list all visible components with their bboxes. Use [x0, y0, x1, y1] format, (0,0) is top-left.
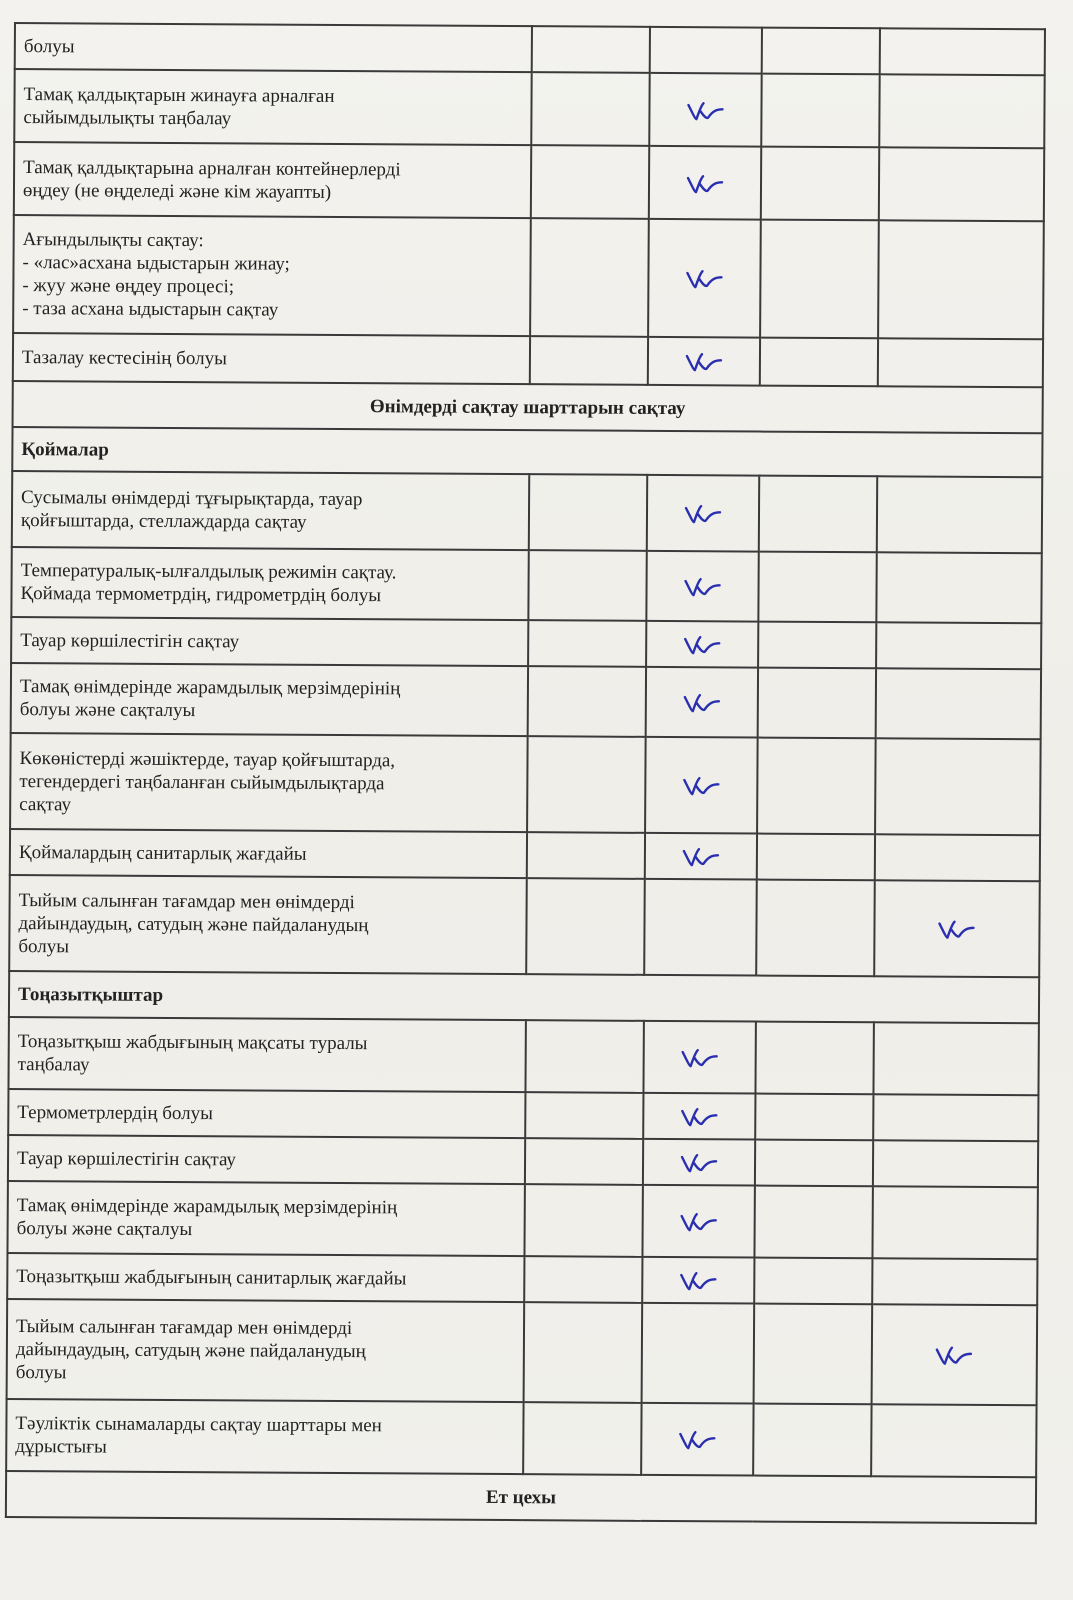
- checklist-row: [12, 471, 1042, 553]
- criterion-text-line: - жуу және өңдеу процесі;: [22, 275, 235, 298]
- criterion-text-line: - «лас»асхана ыдыстарын жинау;: [22, 252, 290, 275]
- criterion-cell: [15, 23, 532, 72]
- handwritten-check-mark: [676, 1042, 722, 1072]
- mark-cell-col-1[interactable]: [524, 1256, 642, 1303]
- mark-cell-col-1[interactable]: [528, 666, 646, 737]
- criterion-text-line: - таза асхана ыдыстарын сақтау: [22, 298, 279, 321]
- mark-cell-col-2[interactable]: [643, 1093, 755, 1140]
- criterion-text-line: болуы және сақталуы: [19, 699, 196, 722]
- mark-cell-col-1[interactable]: [527, 832, 645, 879]
- handwritten-check-mark: [678, 841, 724, 871]
- mark-cell-col-2[interactable]: [648, 337, 760, 386]
- criterion-cell: [13, 333, 530, 384]
- handwritten-check-icon: [680, 498, 726, 528]
- mark-cell-col-3[interactable]: [757, 738, 875, 835]
- handwritten-check-icon: [676, 1042, 722, 1072]
- criterion-text-line: Тауар көршілестігін сақтау: [16, 1147, 237, 1170]
- mark-cell-col-2[interactable]: [644, 879, 756, 976]
- handwritten-check-icon: [934, 914, 980, 944]
- mark-cell-col-1[interactable]: [529, 474, 647, 551]
- mark-cell-col-3[interactable]: [755, 1094, 873, 1141]
- mark-cell-col-4[interactable]: [878, 147, 1044, 221]
- criterion-text-line: Тоңазытқыш жабдығының мақсаты туралы: [17, 1031, 368, 1055]
- mark-cell-col-4[interactable]: [871, 1304, 1037, 1405]
- mark-cell-col-2[interactable]: [645, 833, 757, 880]
- handwritten-check-icon: [674, 1424, 720, 1454]
- criterion-text-line: дұрыстығы: [15, 1436, 107, 1458]
- checklist-row: [10, 829, 1040, 881]
- section-header-row: [13, 381, 1043, 433]
- mark-cell-col-1[interactable]: [523, 1402, 641, 1475]
- criterion-text-line: Тыйым салынған тағамдар мен өнімдерді: [18, 889, 355, 913]
- mark-cell-col-3[interactable]: [760, 147, 878, 221]
- criterion-text-line: Тамақ қалдықтарын жинауға арналған: [23, 83, 335, 107]
- mark-cell-col-3[interactable]: [756, 880, 874, 977]
- handwritten-check-icon: [682, 168, 728, 198]
- criterion-cell: [7, 1181, 524, 1256]
- mark-cell-col-3[interactable]: [753, 1304, 871, 1405]
- subsection-header-row: [12, 427, 1042, 477]
- handwritten-check-icon: [681, 263, 727, 293]
- criterion-cell: [8, 1135, 525, 1184]
- criterion-cell: [11, 663, 528, 736]
- criterion-cell: [12, 471, 530, 550]
- criterion-text-line: Қоймалардың санитарлық жағдайы: [18, 841, 307, 865]
- criterion-cell: [7, 1253, 524, 1302]
- criterion-text-line: Тауар көршілестігін сақтау: [20, 629, 240, 652]
- mark-cell-col-2[interactable]: [643, 1021, 755, 1094]
- mark-cell-col-4[interactable]: [879, 28, 1045, 75]
- handwritten-check-mark: [678, 770, 724, 800]
- criterion-text-line: сақтау: [19, 793, 72, 815]
- handwritten-check-icon: [679, 687, 725, 717]
- mark-cell-col-1[interactable]: [525, 1184, 643, 1257]
- mark-cell-col-2[interactable]: [643, 1139, 755, 1186]
- mark-cell-col-3[interactable]: [758, 476, 876, 553]
- mark-cell-col-1[interactable]: [525, 1138, 643, 1185]
- mark-cell-col-3[interactable]: [755, 1140, 873, 1187]
- criterion-cell: [8, 1089, 525, 1138]
- mark-cell-col-1[interactable]: [528, 620, 646, 667]
- criterion-cell: [6, 1399, 523, 1474]
- checklist-row: [13, 333, 1043, 387]
- mark-cell-col-3[interactable]: [754, 1258, 872, 1305]
- mark-cell-col-3[interactable]: [754, 1186, 872, 1259]
- title-text: Тоңазытқыштар: [17, 983, 164, 1006]
- mark-cell-col-2[interactable]: [646, 551, 758, 622]
- mark-cell-col-3[interactable]: [761, 28, 879, 75]
- checklist-row: [7, 1181, 1037, 1259]
- mark-cell-col-4[interactable]: [874, 880, 1040, 977]
- checklist-row: [10, 733, 1041, 835]
- title-text: Өнімдерді сақтау шарттарын сақтау: [369, 395, 686, 419]
- handwritten-check-mark: [675, 1206, 721, 1236]
- criterion-text-line: болуы: [18, 935, 70, 957]
- handwritten-check-mark: [931, 1340, 977, 1370]
- mark-cell-col-1[interactable]: [531, 72, 649, 146]
- criterion-cell: [11, 617, 528, 666]
- mark-cell-col-4[interactable]: [872, 1140, 1038, 1187]
- handwritten-check-mark: [934, 914, 980, 944]
- mark-cell-col-4[interactable]: [876, 552, 1042, 623]
- handwritten-check-icon: [675, 1265, 721, 1295]
- checklist-row: [6, 1399, 1036, 1477]
- handwritten-check-mark: [680, 498, 726, 528]
- criterion-text-line: Тамақ қалдықтарына арналған контейнерлерді: [23, 156, 401, 180]
- mark-cell-col-3[interactable]: [757, 668, 875, 739]
- handwritten-check-mark: [679, 687, 725, 717]
- criterion-text-line: Сусымалы өнімдерді тұғырықтарда, тауар: [21, 487, 363, 511]
- criterion-text-line: Тамақ өнімдерінде жарамдылық мерзімдерінің: [16, 1195, 398, 1219]
- criterion-text-line: Термометрлердің болуы: [17, 1101, 214, 1124]
- mark-cell-col-1[interactable]: [526, 1020, 644, 1093]
- criterion-cell: [10, 829, 527, 878]
- handwritten-check-icon: [678, 770, 724, 800]
- checklist-row: [8, 1017, 1038, 1095]
- checklist-row: [14, 69, 1044, 148]
- checklist-row: [13, 215, 1044, 339]
- mark-cell-col-2[interactable]: [646, 667, 758, 738]
- criterion-cell: [14, 142, 531, 218]
- criterion-text-line: таңбалау: [17, 1054, 90, 1076]
- mark-cell-col-3[interactable]: [753, 1404, 871, 1477]
- mark-cell-col-4[interactable]: [878, 220, 1044, 339]
- mark-cell-col-1[interactable]: [526, 878, 644, 975]
- criterion-text-line: өңдеу (не өңделеді және кім жауапты): [22, 179, 332, 203]
- criterion-cell: [8, 1017, 525, 1092]
- mark-cell-col-1[interactable]: [530, 336, 648, 385]
- handwritten-check-icon: [676, 1147, 722, 1177]
- handwritten-check-mark: [681, 346, 727, 376]
- mark-cell-col-4[interactable]: [879, 74, 1045, 148]
- subsection-header-row: [9, 971, 1039, 1023]
- mark-cell-col-1[interactable]: [532, 26, 650, 73]
- mark-cell-col-2[interactable]: [645, 737, 757, 834]
- handwritten-check-mark: [679, 629, 725, 659]
- mark-cell-col-4[interactable]: [872, 1186, 1038, 1259]
- criterion-text-line: Қоймада термометрдің, гидрометрдің болуы: [20, 583, 382, 607]
- mark-cell-col-1[interactable]: [528, 550, 646, 621]
- mark-cell-col-3[interactable]: [758, 622, 876, 669]
- title-text: Ет цехы: [485, 1486, 557, 1508]
- mark-cell-col-1[interactable]: [531, 145, 649, 219]
- mark-cell-col-2[interactable]: [642, 1185, 754, 1258]
- criterion-cell: [9, 875, 527, 974]
- mark-cell-col-3[interactable]: [755, 1022, 873, 1095]
- handwritten-check-mark: [674, 1424, 720, 1454]
- checklist-row: [14, 142, 1044, 221]
- checklist-row: [9, 875, 1040, 977]
- checklist-row: [11, 547, 1041, 623]
- checklist-row: [11, 663, 1041, 739]
- checklist-row: [7, 1253, 1037, 1305]
- criterion-text-line: Ағындылықты сақтау:: [22, 229, 204, 252]
- inspection-checklist-table: [5, 22, 1046, 1524]
- criterion-text-line: Тыйым салынған тағамдар мен өнімдерді: [15, 1315, 353, 1339]
- mark-cell-col-4[interactable]: [876, 622, 1042, 669]
- handwritten-check-mark: [682, 95, 728, 125]
- handwritten-check-mark: [676, 1101, 722, 1131]
- handwritten-check-mark: [682, 168, 728, 198]
- mark-cell-col-4[interactable]: [877, 338, 1043, 387]
- checklist-row: [8, 1135, 1038, 1187]
- checklist-row: [7, 1299, 1038, 1405]
- handwritten-check-icon: [681, 346, 727, 376]
- mark-cell-col-4[interactable]: [874, 834, 1040, 881]
- mark-cell-col-4[interactable]: [876, 476, 1042, 553]
- criterion-text-line: болуы: [23, 35, 75, 57]
- criterion-cell: [10, 733, 528, 832]
- mark-cell-col-2[interactable]: [647, 475, 759, 552]
- criterion-text-line: дайындаудың, сатудың және пайдаланудың: [18, 912, 369, 936]
- mark-cell-col-3[interactable]: [761, 74, 879, 148]
- mark-cell-col-2[interactable]: [649, 146, 761, 220]
- subsection-title: [12, 427, 1042, 477]
- criterion-cell: [13, 215, 531, 336]
- title-text: Қоймалар: [21, 438, 109, 461]
- mark-cell-col-1[interactable]: [525, 1092, 643, 1139]
- mark-cell-col-4[interactable]: [875, 668, 1041, 739]
- mark-cell-col-1[interactable]: [527, 736, 645, 833]
- handwritten-check-icon: [682, 95, 728, 125]
- checklist-row: [8, 1089, 1038, 1141]
- mark-cell-col-2[interactable]: [649, 73, 761, 147]
- handwritten-check-mark: [681, 263, 727, 293]
- handwritten-check-icon: [679, 629, 725, 659]
- handwritten-check-icon: [675, 1206, 721, 1236]
- checklist-row: [15, 23, 1045, 75]
- mark-cell-col-4[interactable]: [873, 1022, 1039, 1095]
- mark-cell-col-2[interactable]: [646, 621, 758, 668]
- mark-cell-col-3[interactable]: [758, 552, 876, 623]
- criterion-text-line: қойғыштарда, стеллаждарда сақтау: [20, 510, 307, 533]
- criterion-text-line: болуы және сақталуы: [16, 1218, 193, 1241]
- section-title: [13, 381, 1043, 433]
- handwritten-check-icon: [676, 1101, 722, 1131]
- criterion-text-line: Тамақ өнімдерінде жарамдылық мерзімдерінің: [19, 676, 401, 700]
- criterion-text-line: Температуралық-ылғалдылық режимін сақтау.: [20, 560, 397, 584]
- mark-cell-col-2[interactable]: [650, 27, 762, 74]
- mark-cell-col-3[interactable]: [760, 220, 879, 339]
- mark-cell-col-3[interactable]: [756, 834, 874, 881]
- criterion-text-line: Тазалау кестесінің болуы: [21, 346, 227, 369]
- mark-cell-col-2[interactable]: [648, 219, 760, 338]
- mark-cell-col-2[interactable]: [642, 1257, 754, 1304]
- mark-cell-col-4[interactable]: [871, 1404, 1037, 1477]
- mark-cell-col-1[interactable]: [530, 218, 649, 337]
- criterion-text-line: Көкөністерді жәшіктерде, тауар қойғыштарда,: [19, 747, 396, 771]
- subsection-title: [9, 971, 1039, 1023]
- handwritten-check-icon: [679, 571, 725, 601]
- mark-cell-col-4[interactable]: [873, 1094, 1039, 1141]
- criterion-text-line: Тәуліктік сынамаларды сақтау шарттары мен: [15, 1413, 382, 1437]
- handwritten-check-mark: [676, 1147, 722, 1177]
- criterion-text-line: болуы: [15, 1361, 67, 1383]
- criterion-text-line: тегендердегі таңбаланған сыйымдылықтарда: [19, 770, 385, 794]
- mark-cell-col-2[interactable]: [641, 1403, 753, 1476]
- criterion-text-line: дайындаудың, сатудың және пайдаланудың: [15, 1338, 366, 1362]
- mark-cell-col-3[interactable]: [759, 338, 877, 387]
- handwritten-check-mark: [675, 1265, 721, 1295]
- handwritten-check-mark: [679, 571, 725, 601]
- criterion-text-line: сыйымдылықты таңбалау: [23, 106, 232, 129]
- criterion-text-line: Тоңазытқыш жабдығының санитарлық жағдайы: [16, 1265, 407, 1289]
- handwritten-check-icon: [678, 841, 724, 871]
- mark-cell-col-1[interactable]: [524, 1302, 642, 1403]
- criterion-cell: [14, 69, 531, 145]
- criterion-cell: [11, 547, 528, 620]
- criterion-cell: [7, 1299, 525, 1402]
- handwritten-check-icon: [931, 1340, 977, 1370]
- mark-cell-col-4[interactable]: [875, 738, 1041, 835]
- section-header-row: [6, 1471, 1036, 1523]
- mark-cell-col-4[interactable]: [872, 1258, 1038, 1305]
- checklist-row: [11, 617, 1041, 669]
- section-title: [6, 1471, 1036, 1523]
- mark-cell-col-2[interactable]: [642, 1303, 754, 1404]
